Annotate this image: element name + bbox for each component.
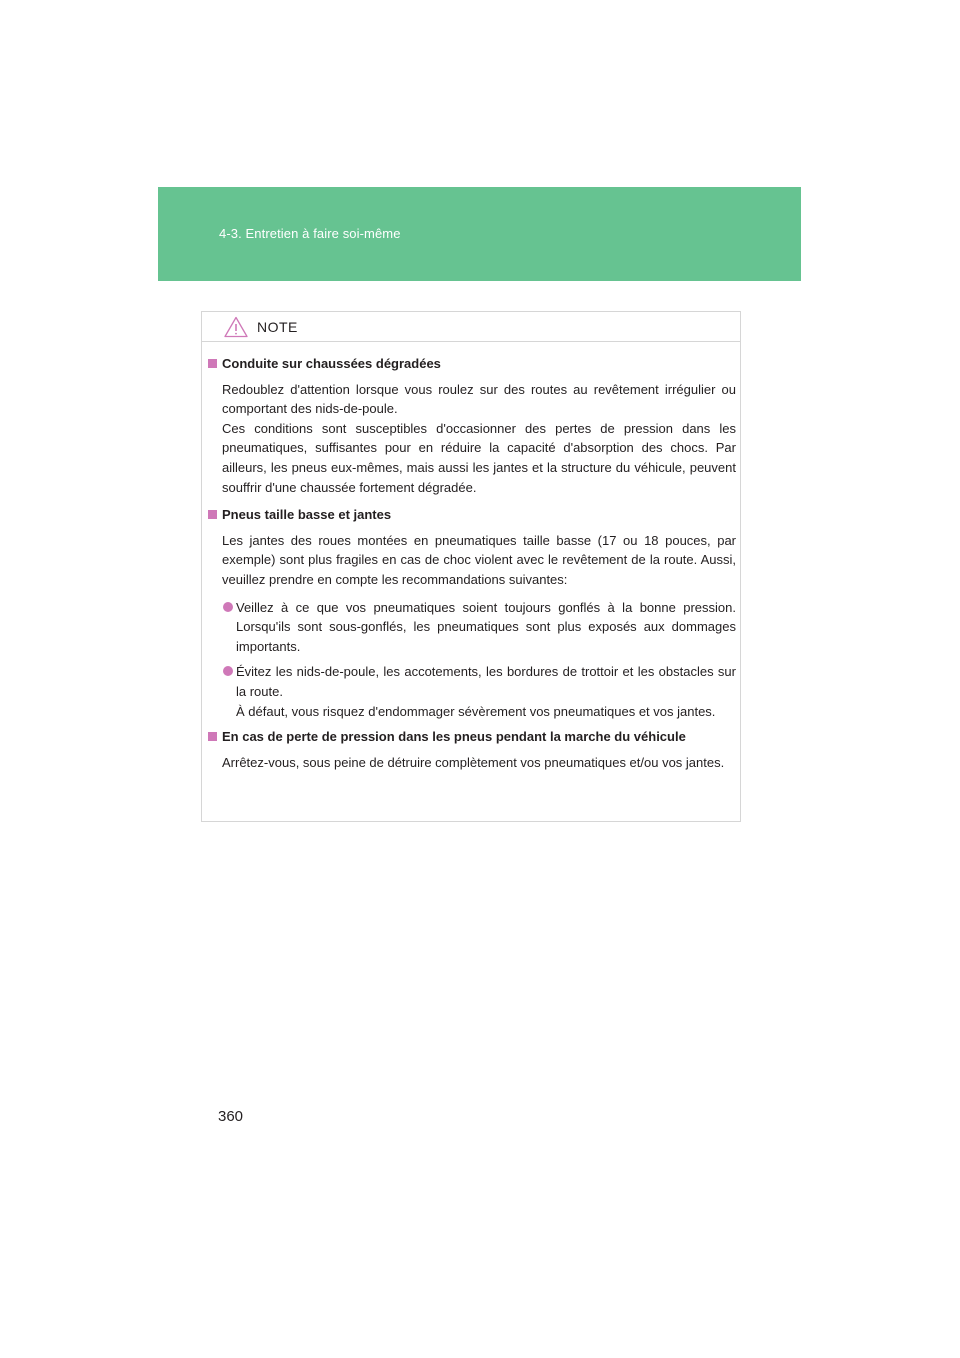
paragraph (222, 380, 736, 498)
note-label: NOTE (257, 319, 298, 335)
list-item-text: Veillez à ce que vos pneumatiques soient toujours gonflés à la bonne pression. Lorsqu'ils sont sous-gonflés, les pneumatiques sont plus exposés aux dommages importants. (236, 599, 736, 654)
warning-triangle-icon (224, 316, 248, 338)
list-item (222, 598, 736, 657)
section-heading-text: Pneus taille basse et jantes (222, 507, 392, 523)
note-header (202, 312, 740, 342)
list-item-text: Évitez les nids-de-poule, les accotements, les bordures de trottoir et les obstacles sur la route. (236, 664, 736, 699)
round-bullet-icon (223, 602, 233, 612)
note-box (201, 311, 741, 822)
round-bullet-icon (223, 666, 233, 676)
section-heading (208, 727, 736, 747)
list-item (222, 662, 736, 721)
paragraph-line: Redoublez d'attention lorsque vous roulez sur des routes au revêtement irrégulier ou comportant des nids-de-poule. (222, 381, 736, 417)
square-bullet-icon (208, 510, 217, 519)
paragraph-line: Ces conditions sont susceptibles d'occasionner des pertes de pression dans les pneumatiques, suffisantes pour en réduire la capacité d'absorption des chocs. Par ailleurs, les pneus eux-mêmes, mais aussi les jantes et la structure du véhicule, peuvent souffrir d'une chaussée fortement dégradée. (222, 420, 736, 495)
paragraph: Arrêtez-vous, sous peine de détruire complètement vos pneumatiques et/ou vos jantes. (222, 754, 725, 770)
page-number: 360 (218, 1108, 244, 1125)
square-bullet-icon (208, 732, 217, 741)
note-content (208, 354, 736, 780)
section-heading (208, 505, 736, 525)
square-bullet-icon (208, 359, 217, 368)
section-heading-text: En cas de perte de pression dans les pneus pendant la marche du véhicule (222, 729, 686, 745)
section-heading (208, 354, 736, 374)
section-heading-text: Conduite sur chaussées dégradées (222, 356, 441, 371)
section-title: 4-3. Entretien à faire soi-même (219, 226, 401, 241)
paragraph: Les jantes des roues montées en pneumatiques taille basse (17 ou 18 pouces, par exemple) sont plus fragiles en cas de choc violent avec le revêtement de la route. Aussi, veuillez prendre en compte les recommandations suivantes: (222, 532, 736, 587)
list-item-text: À défaut, vous risquez d'endommager sévèrement vos pneumatiques et vos jantes. (236, 703, 716, 719)
